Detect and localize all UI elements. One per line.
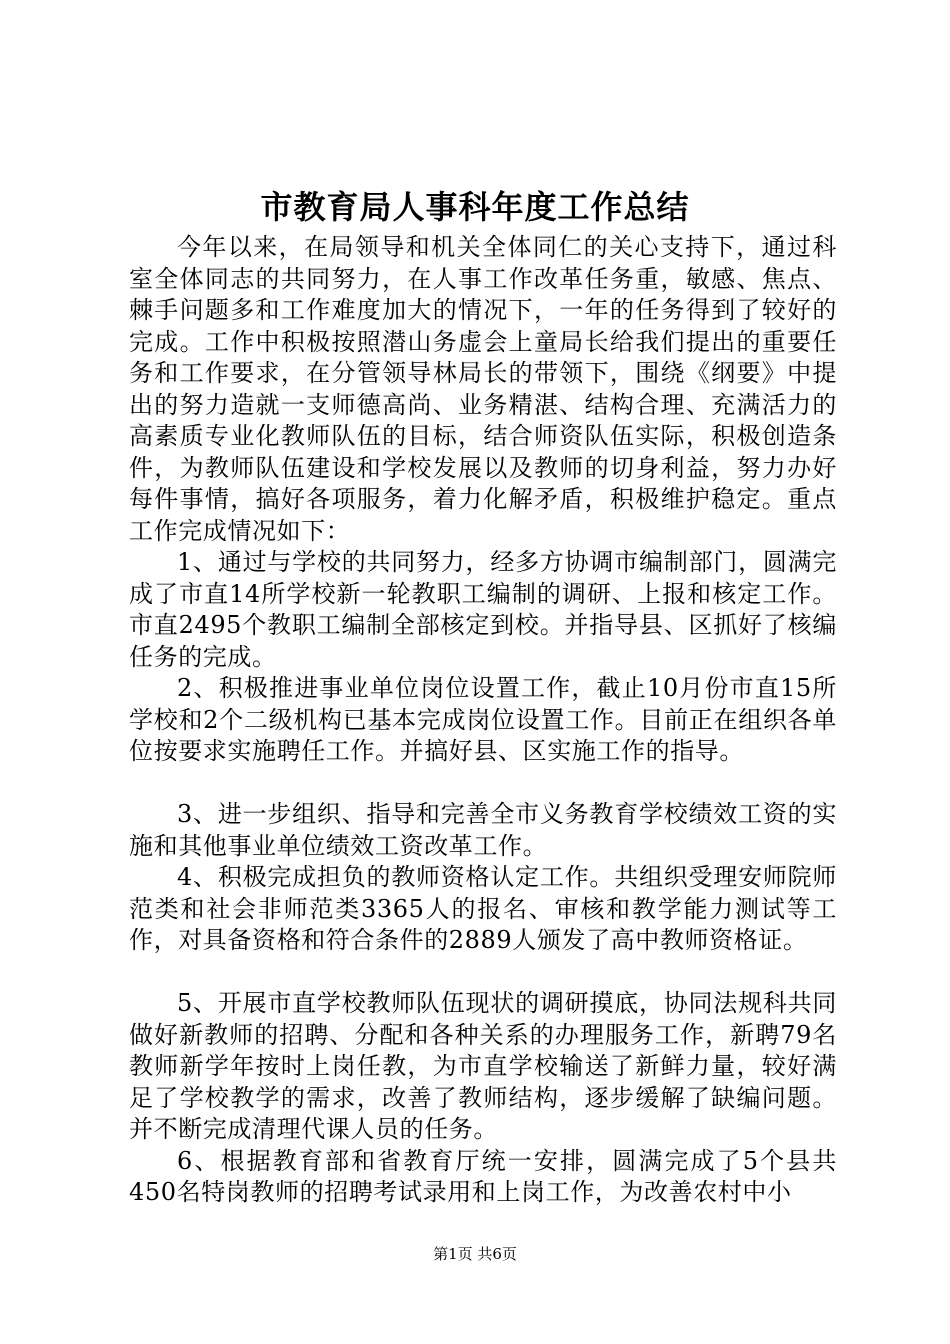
paragraph-item-5: 5、开展市直学校教师队伍现状的调研摸底，协同法规科共同做好新教师的招聘、分配和各种关系的办理服务工作，新聘79名教师新学年按时上岗任教，为市直学校输送了新鲜力量，较好满足了学校教学的需求，改善了教师结构，逐步缓解了缺编问题。并不断完成清理代课人员的任务。: [129, 989, 837, 1143]
paragraph-intro: 今年以来，在局领导和机关全体同仁的关心支持下，通过科室全体同志的共同努力，在人事工作改革任务重，敏感、焦点、棘手问题多和工作难度加大的情况下，一年的任务得到了较好的完成。工作中积极按照潜山务虚会上童局长给我们提出的重要任务和工作要求，在分管领导林局长的带领下，围绕《纲要》中提出的努力造就一支师德高尚、业务精湛、结构合理、充满活力的高素质专业化教师队伍的目标，结合师资队伍实际，积极创造条件，为教师队伍建设和学校发展以及教师的切身利益，努力办好每件事情，搞好各项服务，着力化解矛盾，积极维护稳定。重点工作完成情况如下：: [129, 233, 837, 545]
paragraph-item-4: 4、积极完成担负的教师资格认定工作。共组织受理安师院师范类和社会非师范类3365人的报名、审核和教学能力测试等工作，对具备资格和符合条件的2889人颁发了高中教师资格证。: [129, 863, 837, 954]
paragraph-item-2: 2、积极推进事业单位岗位设置工作，截止10月份市直15所学校和2个二级机构已基本完成岗位设置工作。目前正在组织各单位按要求实施聘任工作。并搞好县、区实施工作的指导。: [129, 674, 837, 765]
paragraph-item-6: 6、根据教育部和省教育厅统一安排，圆满完成了5个县共450名特岗教师的招聘考试录用和上岗工作，为改善农村中小: [129, 1146, 837, 1206]
paragraph-item-3: 3、进一步组织、指导和完善全市义务教育学校绩效工资的实施和其他事业单位绩效工资改革工作。: [129, 800, 837, 860]
document-title: 市教育局人事科年度工作总结: [260, 188, 690, 226]
document-body: [129, 232, 837, 1209]
page-footer: 第1页 共6页: [433, 1245, 517, 1263]
paragraph-item-1: 1、通过与学校的共同努力，经多方协调市编制部门，圆满完成了市直14所学校新一轮教职工编制的调研、上报和核定工作。市直2495个教职工编制全部核定到校。并指导县、区抓好了核编任务的完成。: [129, 548, 837, 671]
